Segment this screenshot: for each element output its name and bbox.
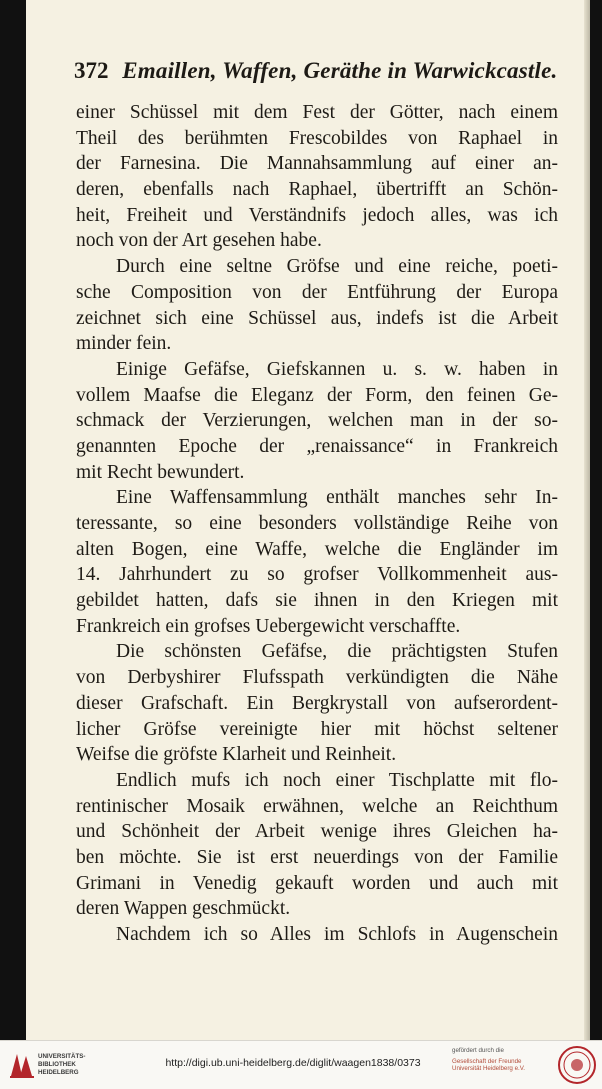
citation-url[interactable]: http://digi.ub.uni-heidelberg.de/diglit/waagen1838/0373 (165, 1057, 421, 1069)
text-line: noch von der Art gesehen habe. (76, 230, 322, 252)
text-line: teressante, so eine besonders vollständige Reihe von (76, 513, 558, 534)
text-line: deren Wappen geschmückt. (76, 898, 291, 920)
text-line: mit Recht bewundert. (76, 461, 245, 483)
text-line: schmack der Verzierungen, welchen man in der so- (76, 410, 558, 432)
text-line: Einige Gefäfse, Giefskannen u. s. w. haben in (116, 358, 558, 380)
text-line: Die schönsten Gefäfse, die prächtigsten Stufen (116, 641, 558, 663)
text-line: Grimani in Venedig gekauft worden und auch mit (76, 872, 558, 894)
text-line: licher Gröfse vereinigte hier mit höchst seltener (76, 718, 558, 740)
text-line: und Schönheit der Arbeit wenige ihres Gleichen ha- (76, 821, 558, 843)
sponsor-seal-icon (557, 1045, 597, 1085)
sponsor-name: Gesellschaft der Freunde Universität Heidelberg e.V. (452, 1057, 526, 1073)
text-line: einer Schüssel mit dem Fest der Götter, nach einem (76, 102, 558, 123)
text-line: 14. Jahrhundert zu so grofser Vollkommenheit aus- (76, 564, 558, 586)
page-number: 372 (74, 58, 109, 83)
text-line: Frankreich ein grofses Uebergewicht verschaffte. (76, 615, 461, 637)
university-name-text: UNIVERSITÄTS- BIBLIOTHEK HEIDELBERG (38, 1053, 86, 1076)
text-line: der Farnesina. Die Mannahsammlung auf einer an- (76, 153, 558, 175)
text-line: Nachdem ich so Alles im Schlofs in Augenschein (116, 924, 558, 945)
running-title: Emaillen, Waffen, Geräthe in Warwickcastle. (122, 58, 558, 83)
university-logo-icon (8, 1050, 36, 1080)
text-line: gebildet hatten, dafs sie ihnen in den Kriegen mit (76, 590, 558, 612)
sponsor-block (452, 1047, 552, 1073)
text-line: deren, ebenfalls nach Raphael, übertrifft an Schön- (76, 179, 558, 201)
text-line: ben möchte. Sie ist erst neuerdings von der Familie (76, 846, 558, 868)
text-line: Eine Waffensammlung enthält manches sehr In- (116, 487, 558, 509)
text-line: rentinischer Mosaik erwähnen, welche an Reichthum (76, 795, 558, 817)
text-line: Endlich mufs ich noch einer Tischplatte mit flo- (116, 769, 558, 791)
sponsor-caption: gefördert durch die (452, 1047, 504, 1054)
text-line: Durch eine seltne Gröfse und eine reiche, poeti- (116, 256, 558, 278)
text-line: vollem Maafse die Eleganz der Form, den feinen Ge- (76, 384, 558, 406)
text-line: von Derbyshirer Flufsspath verkündigten die Nähe (76, 667, 558, 689)
text-line: minder fein. (76, 333, 172, 355)
text-line: sche Composition von der Entführung der Europa (76, 281, 558, 303)
university-name (38, 1053, 108, 1077)
text-line: zeichnet sich eine Schüssel aus, indefs ist die Arbeit (76, 307, 558, 329)
body-text (76, 100, 558, 948)
text-line: Theil des berühmten Frescobildes von Raphael in (76, 127, 558, 149)
text-line: dieser Grafschaft. Ein Bergkrystall von aufserordent- (76, 692, 558, 714)
text-line: heit, Freiheit und Verständnifs jedoch alles, was ich (76, 204, 558, 226)
page-edge (584, 0, 590, 1040)
book-page (26, 0, 590, 1040)
running-header (74, 58, 564, 98)
text-line: genannten Epoche der „renaissance“ in Frankreich (76, 435, 558, 457)
text-line: Weifse die gröfste Klarheit und Reinheit. (76, 744, 397, 766)
text-line: alten Bogen, eine Waffe, welche die Engländer im (76, 538, 558, 560)
footer-bar (0, 1040, 602, 1089)
